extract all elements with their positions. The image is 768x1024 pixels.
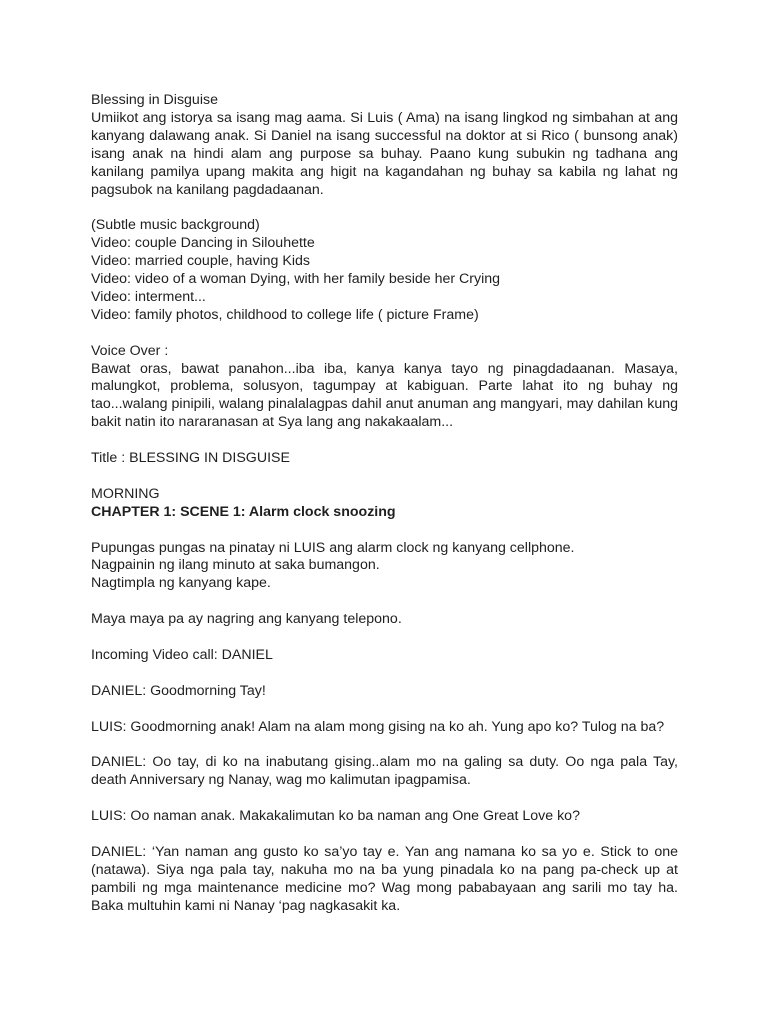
document-title: Blessing in Disguise xyxy=(91,92,218,108)
incoming-call-line: Incoming Video call: DANIEL xyxy=(91,646,273,663)
dialogue-line: LUIS: Oo naman anak. Makakalimutan ko ba naman ang One Great Love ko? xyxy=(91,808,580,825)
time-of-day: MORNING xyxy=(91,485,160,502)
spacer xyxy=(91,826,678,844)
scene-line: Nagtimpla ng kanyang kape. xyxy=(91,575,271,592)
dialogue-line: DANIEL: ‘Yan naman ang gusto ko sa’yo tay e. Yan ang namana ko sa yo e. Stick to one (natawa). Siya nga pala tay, nakuha mo na ba yung pinadala ko na pang pa-check up at pambili ng mga maintenance medicine mo? Wag mong pababayaan ang sarili mo tay ha. Baka multuhin kami ni Nanay ‘pag nagkasakit ka. xyxy=(91,843,678,914)
voice-over-label: Voice Over : xyxy=(91,342,169,359)
phone-ring-line: Maya maya pa ay nagring ang kanyang telepono. xyxy=(91,611,402,628)
chapter-heading: CHAPTER 1: SCENE 1: Alarm clock snoozing xyxy=(91,503,396,520)
voice-over-paragraph: Bawat oras, bawat panahon...iba iba, kanya kanya tayo ng pinagdadaanan. Masaya, malungkot, problema, solusyon, tagumpay at kabiguan. Parte lahat ito ng buhay ng tao...walang pinipili, walang pinalalagpas dahil anut anuman ang mangyari, may dahilan kung bakit natin ito nararanasan at Sya lang ang nakakaalam... xyxy=(91,360,678,431)
spacer xyxy=(91,522,678,540)
spacer xyxy=(91,325,678,343)
title-line: Title : BLESSING IN DISGUISE xyxy=(91,450,290,467)
script-document xyxy=(91,92,678,916)
spacer xyxy=(91,701,678,719)
dialogue-line: DANIEL: Goodmorning Tay! xyxy=(91,682,266,699)
spacer xyxy=(91,629,678,647)
intro-line: Video: couple Dancing in Silouhette xyxy=(91,235,315,252)
intro-line: Video: family photos, childhood to college life ( picture Frame) xyxy=(91,306,479,323)
spacer xyxy=(91,736,678,754)
intro-video-list xyxy=(91,217,678,324)
spacer xyxy=(91,432,678,450)
intro-line: (Subtle music background) xyxy=(91,217,260,234)
intro-line: Video: video of a woman Dying, with her family beside her Crying xyxy=(91,271,501,288)
spacer xyxy=(91,665,678,683)
intro-line: Video: interment... xyxy=(91,288,206,305)
scene-line: Nagpainin ng ilang minuto at saka bumangon. xyxy=(91,557,380,574)
scene-line: Pupungas pungas na pinatay ni LUIS ang alarm clock ng kanyang cellphone. xyxy=(91,539,575,556)
spacer xyxy=(91,199,678,217)
intro-line: Video: married couple, having Kids xyxy=(91,253,310,270)
dialogue-line: DANIEL: Oo tay, di ko na inabutang gising..alam mo na galing sa duty. Oo nga pala Tay, death Anniversary ng Nanay, wag mo kalimutan ipagpamisa. xyxy=(91,754,678,789)
spacer xyxy=(91,593,678,611)
scene-description xyxy=(91,540,678,594)
synopsis-paragraph: Umiikot ang istorya sa isang mag aama. Si Luis ( Ama) na isang lingkod ng simbahan at ang kanyang dalawang anak. Si Daniel na isang successful na doktor at si Rico ( bunsong anak) isang anak na hindi alam ang purpose sa buhay. Paano kung subukin ng tadhana ang kanilang pamilya upang makita ang higit na kagandahan ng buhay sa kabila ng lahat ng pagsubok na kanilang pagdadaanan. xyxy=(91,109,678,198)
spacer xyxy=(91,790,678,808)
spacer xyxy=(91,468,678,486)
dialogue-line: LUIS: Goodmorning anak! Alam na alam mong gising na ko ah. Yung apo ko? Tulog na ba? xyxy=(91,718,665,735)
